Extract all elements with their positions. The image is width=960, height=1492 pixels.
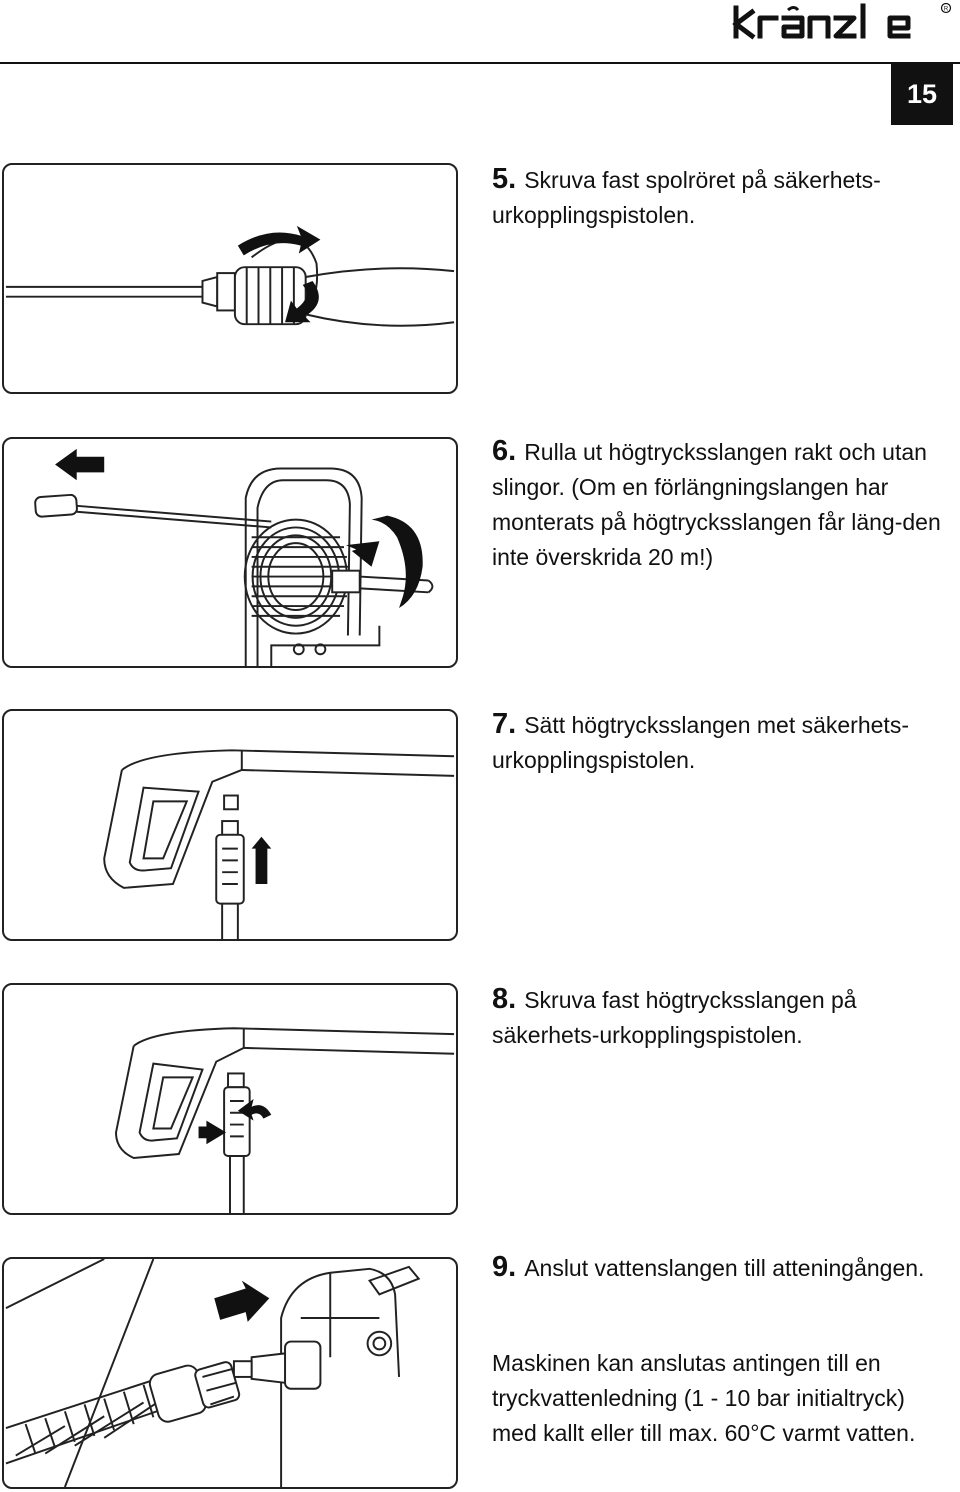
page-number: 15 [891,64,953,125]
step-text: Rulla ut högtrycksslangen rakt och utan slingor. (Om en förlängningslangen har monterats på högtrycksslangen får läng-den inte överskrida 20 m!) [492,439,941,570]
step-number: 7. [492,708,517,740]
step-7 [492,707,952,778]
step-text: Sätt högtrycksslangen met säkerhets-urkopplingspistolen. [492,712,909,773]
water-inlet-connection-illustration [4,1259,456,1487]
step-6 [492,434,952,575]
step-number: 8. [492,983,517,1015]
illustration-step-5 [2,163,458,394]
step-number: 6. [492,435,517,467]
step-text: Skruva fast spolröret på säkerhets-urkopplingspistolen. [492,167,881,228]
step-5 [492,162,952,233]
hose-screw-pistol-illustration [4,985,456,1213]
header-rule [0,62,960,64]
step-text: Skruva fast högtrycksslangen på säkerhets-urkopplingspistolen. [492,987,857,1048]
illustration-step-6 [2,437,458,668]
illustration-step-8 [2,983,458,1215]
spray-lance-screw-illustration [4,165,456,392]
note-paragraph: Maskinen kan anslutas antingen till en tryckvattenledning (1 - 10 bar initialtryck) med kallt eller till max. 60°C varmt vatten. [492,1350,916,1446]
kranzle-logo [730,2,956,42]
step-9 [492,1250,952,1286]
step-number: 9. [492,1251,517,1283]
illustration-step-7 [2,709,458,941]
svg-text:R: R [943,6,949,13]
step-number: 5. [492,163,517,195]
illustration-step-9 [2,1257,458,1489]
hose-reel-illustration [4,439,456,666]
step-text: Anslut vattenslangen till atteningången. [524,1255,925,1281]
step-8 [492,982,952,1053]
hose-insert-pistol-illustration [4,711,456,939]
